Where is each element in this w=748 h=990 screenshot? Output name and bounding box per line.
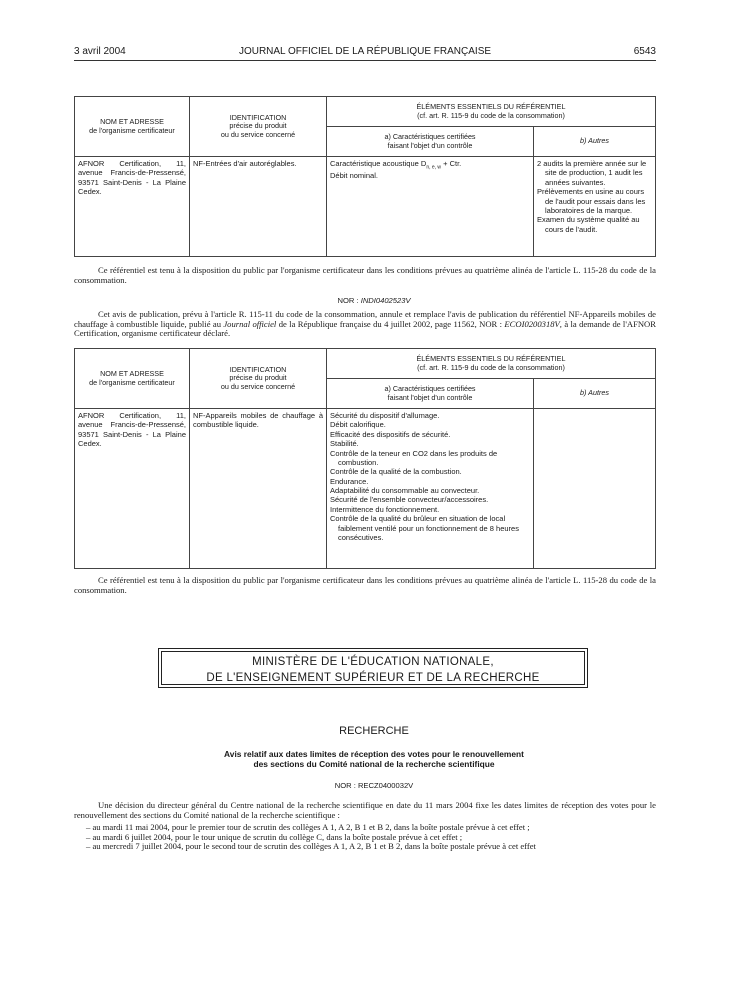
avis-nor: ECOI0200318V	[504, 318, 560, 329]
avis-title-line-1: Avis relatif aux dates limites de réception des votes pour le renouvellement	[224, 749, 524, 759]
ministry-line-1: MINISTÈRE DE L'ÉDUCATION NATIONALE,	[252, 656, 494, 668]
cell-others	[534, 409, 656, 569]
date-item: – au mercredi 7 juillet 2004, pour le second tour de scrutin des collèges A 1, A 2, B 1 et B 2, dans la boîte postale prévue à cet effet	[86, 841, 536, 852]
cell-product: NF-Entrées d'air autoréglables.	[190, 157, 327, 257]
avis-paragraph	[74, 310, 656, 339]
th-essential-elements	[327, 97, 656, 127]
ministry-line-2: DE L'ENSEIGNEMENT SUPÉRIEUR ET DE LA RECHERCHE	[206, 672, 540, 684]
char-item: Contrôle de la qualité du brûleur en situation de local faiblement ventilé pour un fonctionnement de 8 heures consécutives.	[330, 514, 519, 542]
nor-1-label: NOR :	[337, 296, 359, 305]
header-rule	[74, 60, 656, 61]
note-1: Ce référentiel est tenu à la disposition du public par l'organisme certificateur dans les conditions prévues au quatrième alinéa de l'article L. 115-28 du code de la consommation.	[74, 265, 656, 285]
dates-list	[74, 823, 656, 852]
other-item: 2 audits la première année sur le site de production, 1 audit les années suivantes.	[537, 159, 647, 187]
th-others: b) Autres	[534, 379, 656, 409]
th-name-address: NOM ET ADRESSE de l'organisme certificateur	[75, 97, 190, 157]
th-identification	[190, 97, 327, 157]
char-acoustic: Caractéristique acoustique D	[330, 159, 427, 168]
char-item: Contrôle de la qualité de la combustion.	[330, 467, 462, 477]
th-identification-sub: précise du produit ou du service concerné	[220, 373, 296, 391]
avis-title-line-2: des sections du Comité national de la recherche scientifique	[253, 759, 495, 770]
referential-table-2	[74, 348, 656, 569]
th-essential-elements	[327, 349, 656, 379]
th-essential-title: ÉLÉMENTS ESSENTIELS DU RÉFÉRENTIEL	[416, 353, 566, 363]
char-item: Efficacité des dispositifs de sécurité.	[330, 429, 451, 439]
th-certified-chars: a) Caractéristiques certifiées faisant l'objet d'un contrôle	[327, 127, 534, 157]
journal-title: JOURNAL OFFICIEL DE LA RÉPUBLIQUE FRANÇAISE	[238, 46, 492, 57]
other-item: Prélèvements en usine au cours de l'audit pour essais dans les laboratoires de la marque.	[537, 187, 646, 215]
decision-paragraph: Une décision du directeur général du Centre national de la recherche scientifique en date du 11 mars 2004 fixe les dates limites de réception des votes pour le renouvellement des sections du Comité national de la recherche scientifique :	[74, 800, 656, 820]
th-name-address: NOM ET ADRESSE de l'organisme certificateur	[75, 349, 190, 409]
avis-text-3: , à la demande de l'AFNOR Certification, organisme certificateur déclaré.	[74, 318, 656, 339]
cell-organism: AFNOR Certification, 11, avenue Francis-de-Pressensé, 93571 Saint-Denis - La Plaine Cedex.	[75, 157, 190, 257]
cell-organism: AFNOR Certification, 11, avenue Francis-de-Pressensé, 93571 Saint-Denis - La Plaine Cedex.	[75, 409, 190, 569]
header-date: 3 avril 2004	[74, 46, 126, 57]
cell-characteristics	[327, 157, 534, 257]
char-flow: Débit nominal.	[330, 170, 378, 180]
th-identification-title: IDENTIFICATION	[229, 364, 287, 374]
char-item: Sécurité du dispositif d'allumage.	[330, 411, 440, 420]
section-title: RECHERCHE	[339, 725, 409, 737]
avis-text-2: de la République française du 4 juillet 2002, page 11562, NOR :	[276, 318, 505, 329]
char-acoustic-post: + Ctr.	[441, 159, 462, 168]
page-number: 6543	[633, 46, 656, 57]
ministry-box	[158, 648, 588, 688]
th-essential-title: ÉLÉMENTS ESSENTIELS DU RÉFÉRENTIEL	[416, 101, 566, 111]
th-others: b) Autres	[534, 127, 656, 157]
note-2: Ce référentiel est tenu à la disposition du public par l'organisme certificateur dans les conditions prévues au quatrième alinéa de l'article L. 115-28 du code de la consommation.	[74, 575, 656, 595]
char-item: Stabilité.	[330, 439, 359, 449]
cell-characteristics	[327, 409, 534, 569]
char-acoustic-sub: n, e, w	[426, 164, 442, 171]
char-item: Débit calorifique.	[330, 420, 386, 430]
avis-text-1: Cet avis de publication, prévu à l'article R. 115-11 du code de la consommation, annule et remplace l'avis de publication du référentiel NF-Appareils mobiles de chauffage à combustible liquide, publié au	[74, 309, 656, 329]
cell-others	[534, 157, 656, 257]
char-item: Contrôle de la teneur en CO2 dans les produits de combustion.	[330, 448, 498, 467]
char-item: Endurance.	[330, 476, 369, 486]
th-essential-sub: (cf. art. R. 115-9 du code de la consommation)	[417, 110, 565, 120]
th-identification-title: IDENTIFICATION	[229, 112, 287, 122]
date-item: – au mardi 6 juillet 2004, pour le tour unique de scrutin du collège C, dans la boîte postale prévue à cet effet ;	[86, 831, 463, 842]
other-item: Examen du système qualité au cours de l'audit.	[537, 215, 640, 234]
date-item: – au mardi 11 mai 2004, pour le premier tour de scrutin des collèges A 1, A 2, B 1 et B 2, dans la boîte postale prévue à cet effet ;	[86, 822, 530, 832]
nor-1-code: INDI0402523V	[360, 296, 411, 305]
th-certified-chars: a) Caractéristiques certifiées faisant l'objet d'un contrôle	[327, 379, 534, 409]
char-item: Intermittence du fonctionnement.	[330, 504, 440, 514]
th-essential-sub: (cf. art. R. 115-9 du code de la consommation)	[417, 362, 565, 372]
avis-title	[0, 749, 748, 769]
avis-jo: Journal officiel	[223, 318, 277, 329]
cell-product: NF-Appareils mobiles de chauffage à combustible liquide.	[190, 409, 327, 569]
nor-2: NOR : RECZ0400032V	[334, 781, 414, 790]
char-item: Adaptabilité du consommable au convecteur.	[330, 486, 480, 495]
char-item: Sécurité de l'ensemble convecteur/accessoires.	[330, 495, 489, 505]
th-identification	[190, 349, 327, 409]
th-identification-sub: précise du produit ou du service concerné	[220, 121, 296, 139]
referential-table-1	[74, 96, 656, 257]
nor-1	[0, 296, 748, 305]
